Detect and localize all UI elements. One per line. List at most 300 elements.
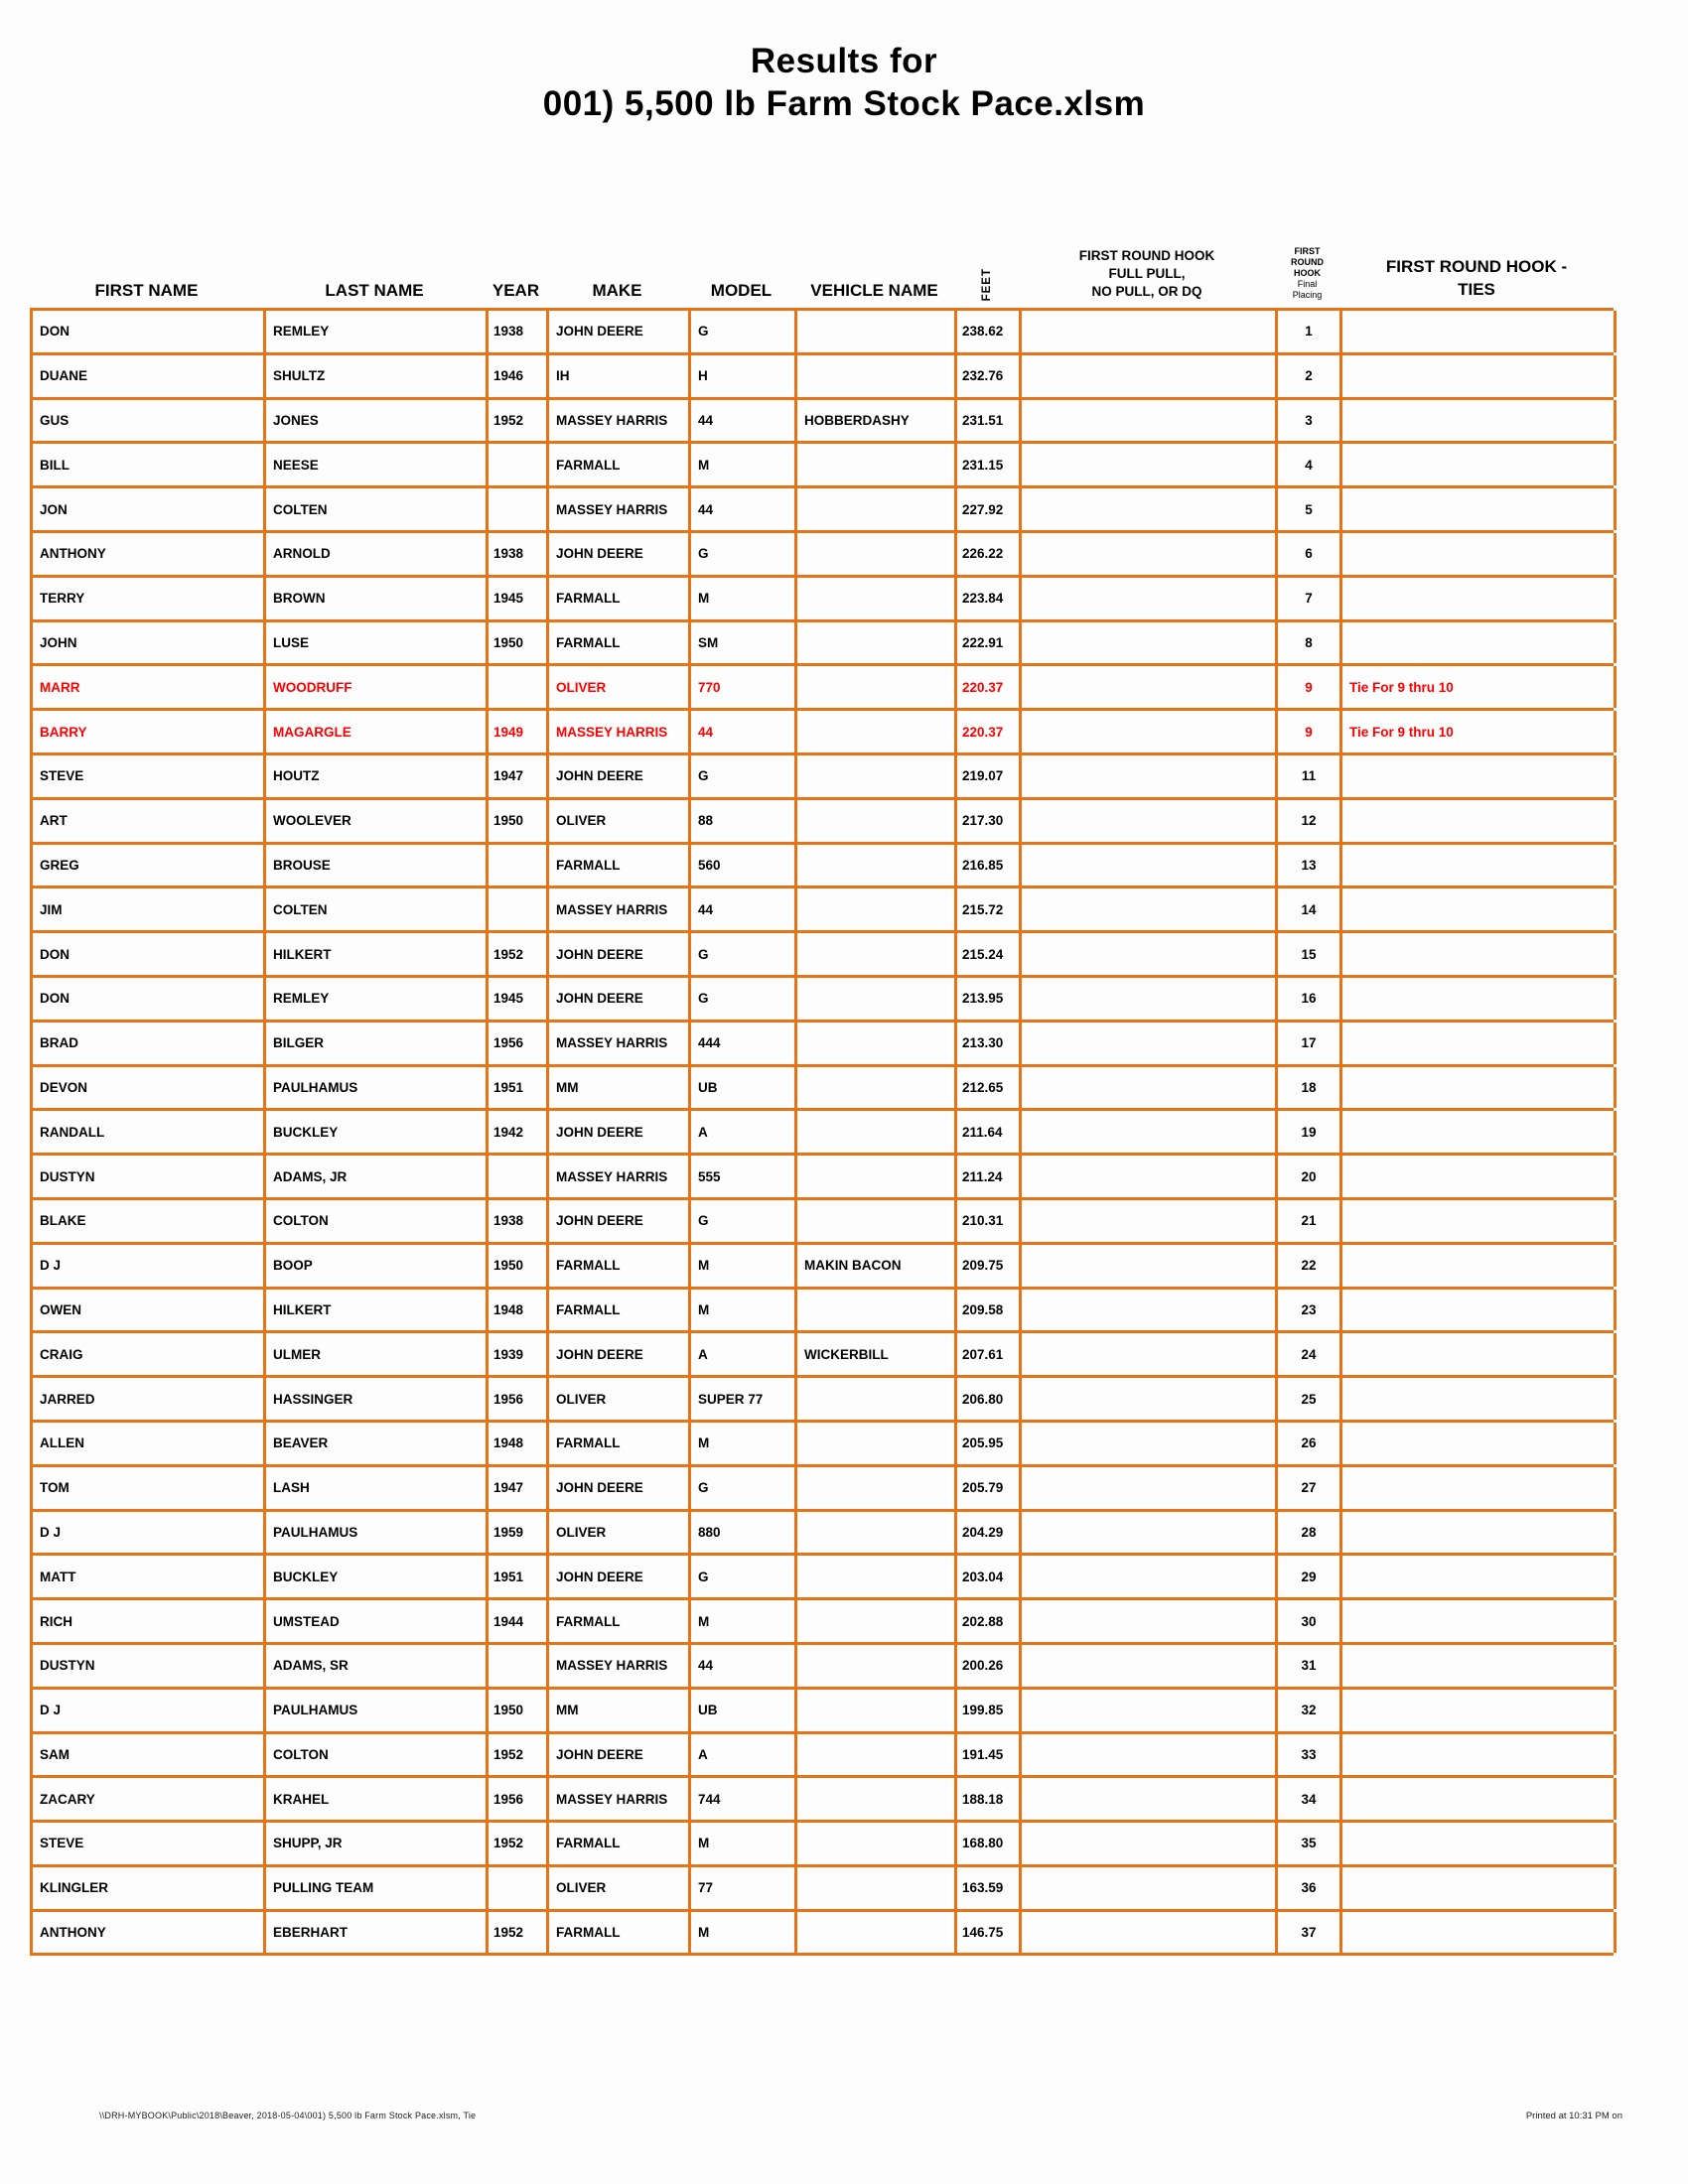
results-table bbox=[30, 220, 1614, 1956]
cell-make: MASSEY HARRIS bbox=[549, 400, 691, 442]
cell-model: UB bbox=[691, 1067, 797, 1109]
cell-make: FARMALL bbox=[549, 578, 691, 619]
table-row bbox=[33, 933, 1614, 978]
cell-model: G bbox=[691, 1467, 797, 1509]
cell-vehicle-name bbox=[797, 1867, 957, 1909]
cell-model: M bbox=[691, 444, 797, 485]
cell-year: 1952 bbox=[489, 400, 549, 442]
cell-year: 1950 bbox=[489, 622, 549, 664]
cell-tie-note bbox=[1342, 1423, 1617, 1464]
cell-make: IH bbox=[549, 355, 691, 397]
table-row bbox=[33, 1423, 1614, 1467]
cell-feet: 223.84 bbox=[957, 578, 1022, 619]
cell-make: FARMALL bbox=[549, 1290, 691, 1331]
cell-year bbox=[489, 1867, 549, 1909]
cell-first-name: BILL bbox=[33, 444, 266, 485]
cell-vehicle-name bbox=[797, 711, 957, 752]
cell-last-name: WOODRUFF bbox=[266, 666, 489, 708]
cell-model: M bbox=[691, 1912, 797, 1954]
cell-model: A bbox=[691, 1734, 797, 1776]
cell-last-name: BOOP bbox=[266, 1245, 489, 1287]
cell-tie-note bbox=[1342, 1200, 1617, 1242]
cell-make: MM bbox=[549, 1067, 691, 1109]
cell-model: M bbox=[691, 1245, 797, 1287]
cell-tie-note bbox=[1342, 800, 1617, 842]
cell-first-round-hook-result bbox=[1022, 355, 1278, 397]
cell-first-round-hook-result bbox=[1022, 800, 1278, 842]
cell-vehicle-name bbox=[797, 666, 957, 708]
table-row bbox=[33, 533, 1614, 578]
cell-make: JOHN DEERE bbox=[549, 1200, 691, 1242]
cell-last-name: HILKERT bbox=[266, 1290, 489, 1331]
cell-vehicle-name bbox=[797, 311, 957, 352]
table-row bbox=[33, 1778, 1614, 1823]
cell-first-name: ANTHONY bbox=[33, 533, 266, 575]
cell-first-round-hook-result bbox=[1022, 1600, 1278, 1642]
cell-final-placing: 5 bbox=[1278, 488, 1342, 530]
feet-rotated-label: FEET bbox=[980, 267, 993, 301]
cell-vehicle-name bbox=[797, 1512, 957, 1554]
cell-vehicle-name bbox=[797, 755, 957, 797]
cell-make: MASSEY HARRIS bbox=[549, 1778, 691, 1820]
cell-vehicle-name bbox=[797, 1378, 957, 1420]
cell-model: G bbox=[691, 933, 797, 975]
cell-year bbox=[489, 1156, 549, 1197]
cell-first-round-hook-result bbox=[1022, 1512, 1278, 1554]
cell-final-placing: 2 bbox=[1278, 355, 1342, 397]
table-row bbox=[33, 1823, 1614, 1867]
header-first-round-hook-result: FIRST ROUND HOOK FULL PULL, NO PULL, OR DQ bbox=[1078, 248, 1215, 299]
cell-feet: 216.85 bbox=[957, 845, 1022, 887]
cell-model: SUPER 77 bbox=[691, 1378, 797, 1420]
cell-feet: 213.30 bbox=[957, 1023, 1022, 1064]
cell-last-name: COLTON bbox=[266, 1734, 489, 1776]
cell-year: 1950 bbox=[489, 1245, 549, 1287]
cell-feet: 207.61 bbox=[957, 1333, 1022, 1375]
table-row bbox=[33, 1200, 1614, 1245]
cell-make: MASSEY HARRIS bbox=[549, 488, 691, 530]
cell-feet: 212.65 bbox=[957, 1067, 1022, 1109]
cell-final-placing: 27 bbox=[1278, 1467, 1342, 1509]
cell-make: JOHN DEERE bbox=[549, 1556, 691, 1597]
table-row bbox=[33, 1378, 1614, 1423]
cell-first-name: ANTHONY bbox=[33, 1912, 266, 1954]
cell-year bbox=[489, 666, 549, 708]
cell-model: A bbox=[691, 1111, 797, 1153]
table-row bbox=[33, 1556, 1614, 1600]
cell-feet: 146.75 bbox=[957, 1912, 1022, 1954]
cell-year: 1938 bbox=[489, 533, 549, 575]
cell-first-name: JOHN bbox=[33, 622, 266, 664]
cell-final-placing: 34 bbox=[1278, 1778, 1342, 1820]
cell-vehicle-name bbox=[797, 1156, 957, 1197]
cell-model: 770 bbox=[691, 666, 797, 708]
cell-final-placing: 16 bbox=[1278, 978, 1342, 1020]
cell-year: 1947 bbox=[489, 755, 549, 797]
cell-feet: 222.91 bbox=[957, 622, 1022, 664]
cell-tie-note bbox=[1342, 578, 1617, 619]
cell-feet: 238.62 bbox=[957, 311, 1022, 352]
cell-first-name: STEVE bbox=[33, 1823, 266, 1864]
cell-year: 1938 bbox=[489, 311, 549, 352]
cell-feet: 210.31 bbox=[957, 1200, 1022, 1242]
cell-year: 1945 bbox=[489, 978, 549, 1020]
cell-model: 44 bbox=[691, 711, 797, 752]
cell-last-name: ULMER bbox=[266, 1333, 489, 1375]
cell-model: 44 bbox=[691, 1645, 797, 1687]
cell-year: 1950 bbox=[489, 1690, 549, 1731]
cell-final-placing: 14 bbox=[1278, 888, 1342, 930]
cell-model: H bbox=[691, 355, 797, 397]
cell-final-placing: 7 bbox=[1278, 578, 1342, 619]
cell-feet: 200.26 bbox=[957, 1645, 1022, 1687]
cell-first-name: D J bbox=[33, 1512, 266, 1554]
cell-year: 1949 bbox=[489, 711, 549, 752]
cell-vehicle-name bbox=[797, 1423, 957, 1464]
cell-vehicle-name bbox=[797, 1111, 957, 1153]
cell-first-round-hook-result bbox=[1022, 1156, 1278, 1197]
cell-feet: 199.85 bbox=[957, 1690, 1022, 1731]
cell-first-round-hook-result bbox=[1022, 1690, 1278, 1731]
cell-tie-note bbox=[1342, 1378, 1617, 1420]
cell-model: 560 bbox=[691, 845, 797, 887]
cell-vehicle-name bbox=[797, 1467, 957, 1509]
table-row bbox=[33, 1867, 1614, 1912]
cell-first-round-hook-result bbox=[1022, 711, 1278, 752]
cell-year: 1952 bbox=[489, 933, 549, 975]
cell-tie-note bbox=[1342, 755, 1617, 797]
cell-first-round-hook-result bbox=[1022, 666, 1278, 708]
cell-make: FARMALL bbox=[549, 1823, 691, 1864]
cell-tie-note bbox=[1342, 533, 1617, 575]
cell-first-name: KLINGLER bbox=[33, 1867, 266, 1909]
cell-feet: 209.58 bbox=[957, 1290, 1022, 1331]
table-row bbox=[33, 845, 1614, 889]
cell-final-placing: 1 bbox=[1278, 311, 1342, 352]
cell-last-name: BUCKLEY bbox=[266, 1556, 489, 1597]
cell-tie-note bbox=[1342, 1512, 1617, 1554]
page-title bbox=[0, 40, 1688, 125]
cell-vehicle-name bbox=[797, 1200, 957, 1242]
cell-vehicle-name: HOBBERDASHY bbox=[797, 400, 957, 442]
cell-model: UB bbox=[691, 1690, 797, 1731]
cell-tie-note bbox=[1342, 355, 1617, 397]
cell-model: 744 bbox=[691, 1778, 797, 1820]
cell-make: FARMALL bbox=[549, 622, 691, 664]
cell-make: FARMALL bbox=[549, 1245, 691, 1287]
header-year: YEAR bbox=[492, 281, 540, 300]
cell-tie-note bbox=[1342, 1778, 1617, 1820]
cell-vehicle-name bbox=[797, 1556, 957, 1597]
cell-vehicle-name bbox=[797, 444, 957, 485]
cell-make: FARMALL bbox=[549, 1912, 691, 1954]
cell-final-placing: 18 bbox=[1278, 1067, 1342, 1109]
cell-first-round-hook-result bbox=[1022, 1423, 1278, 1464]
cell-first-name: ALLEN bbox=[33, 1423, 266, 1464]
cell-vehicle-name: MAKIN BACON bbox=[797, 1245, 957, 1287]
footer-print-time: Printed at 10:31 PM on bbox=[1525, 2111, 1622, 2121]
table-header-row bbox=[30, 220, 1614, 308]
cell-first-name: ZACARY bbox=[33, 1778, 266, 1820]
cell-first-name: BLAKE bbox=[33, 1200, 266, 1242]
cell-make: JOHN DEERE bbox=[549, 1333, 691, 1375]
cell-final-placing: 13 bbox=[1278, 845, 1342, 887]
header-final-placing: FIRST ROUND HOOK Final Placing bbox=[1291, 246, 1324, 300]
table-body bbox=[30, 308, 1614, 1956]
cell-model: A bbox=[691, 1333, 797, 1375]
cell-vehicle-name bbox=[797, 1290, 957, 1331]
cell-model: M bbox=[691, 578, 797, 619]
cell-vehicle-name bbox=[797, 888, 957, 930]
cell-final-placing: 8 bbox=[1278, 622, 1342, 664]
table-row bbox=[33, 1600, 1614, 1645]
cell-make: JOHN DEERE bbox=[549, 533, 691, 575]
cell-first-round-hook-result bbox=[1022, 845, 1278, 887]
cell-tie-note bbox=[1342, 622, 1617, 664]
table-row bbox=[33, 1067, 1614, 1112]
cell-tie-note bbox=[1342, 1067, 1617, 1109]
cell-year: 1959 bbox=[489, 1512, 549, 1554]
cell-year bbox=[489, 845, 549, 887]
cell-first-name: JARRED bbox=[33, 1378, 266, 1420]
cell-first-round-hook-result bbox=[1022, 1734, 1278, 1776]
cell-first-round-hook-result bbox=[1022, 1245, 1278, 1287]
cell-make: FARMALL bbox=[549, 1600, 691, 1642]
header-feet bbox=[954, 268, 1019, 308]
cell-last-name: COLTEN bbox=[266, 488, 489, 530]
cell-make: JOHN DEERE bbox=[549, 755, 691, 797]
cell-tie-note bbox=[1342, 1823, 1617, 1864]
cell-final-placing: 9 bbox=[1278, 666, 1342, 708]
cell-first-name: D J bbox=[33, 1690, 266, 1731]
cell-vehicle-name bbox=[797, 1690, 957, 1731]
cell-feet: 217.30 bbox=[957, 800, 1022, 842]
cell-feet: 211.24 bbox=[957, 1156, 1022, 1197]
table-row bbox=[33, 755, 1614, 800]
cell-model: M bbox=[691, 1823, 797, 1864]
header-model: MODEL bbox=[710, 281, 773, 300]
cell-final-placing: 17 bbox=[1278, 1023, 1342, 1064]
table-row bbox=[33, 800, 1614, 845]
cell-final-placing: 31 bbox=[1278, 1645, 1342, 1687]
cell-make: MASSEY HARRIS bbox=[549, 711, 691, 752]
cell-tie-note: Tie For 9 thru 10 bbox=[1342, 711, 1617, 752]
cell-feet: 232.76 bbox=[957, 355, 1022, 397]
cell-final-placing: 3 bbox=[1278, 400, 1342, 442]
cell-first-round-hook-result bbox=[1022, 622, 1278, 664]
cell-final-placing: 33 bbox=[1278, 1734, 1342, 1776]
cell-model: G bbox=[691, 755, 797, 797]
cell-final-placing: 23 bbox=[1278, 1290, 1342, 1331]
cell-first-round-hook-result bbox=[1022, 755, 1278, 797]
cell-year bbox=[489, 888, 549, 930]
cell-first-name: JON bbox=[33, 488, 266, 530]
cell-first-round-hook-result bbox=[1022, 1645, 1278, 1687]
cell-last-name: HOUTZ bbox=[266, 755, 489, 797]
footer-file-path: \\DRH-MYBOOK\Public\2018\Beaver, 2018-05-04\001) 5,500 lb Farm Stock Pace.xlsm, Tie bbox=[99, 2111, 477, 2120]
cell-year: 1948 bbox=[489, 1290, 549, 1331]
cell-make: JOHN DEERE bbox=[549, 1111, 691, 1153]
cell-final-placing: 29 bbox=[1278, 1556, 1342, 1597]
cell-final-placing: 22 bbox=[1278, 1245, 1342, 1287]
cell-year: 1956 bbox=[489, 1023, 549, 1064]
cell-make: MASSEY HARRIS bbox=[549, 1156, 691, 1197]
cell-feet: 219.07 bbox=[957, 755, 1022, 797]
cell-first-name: GUS bbox=[33, 400, 266, 442]
cell-tie-note bbox=[1342, 1912, 1617, 1954]
title-line-filename: 001) 5,500 lb Farm Stock Pace.xlsm bbox=[542, 84, 1146, 123]
cell-feet: 205.95 bbox=[957, 1423, 1022, 1464]
cell-feet: 215.72 bbox=[957, 888, 1022, 930]
cell-first-round-hook-result bbox=[1022, 1378, 1278, 1420]
cell-first-name: MARR bbox=[33, 666, 266, 708]
cell-last-name: PAULHAMUS bbox=[266, 1690, 489, 1731]
cell-tie-note bbox=[1342, 444, 1617, 485]
cell-model: 44 bbox=[691, 400, 797, 442]
cell-final-placing: 12 bbox=[1278, 800, 1342, 842]
cell-final-placing: 30 bbox=[1278, 1600, 1342, 1642]
cell-year: 1945 bbox=[489, 578, 549, 619]
cell-first-round-hook-result bbox=[1022, 933, 1278, 975]
cell-first-round-hook-result bbox=[1022, 1867, 1278, 1909]
cell-last-name: PULLING TEAM bbox=[266, 1867, 489, 1909]
cell-tie-note bbox=[1342, 1290, 1617, 1331]
cell-first-name: CRAIG bbox=[33, 1333, 266, 1375]
cell-feet: 191.45 bbox=[957, 1734, 1022, 1776]
cell-first-round-hook-result bbox=[1022, 1467, 1278, 1509]
cell-last-name: NEESE bbox=[266, 444, 489, 485]
table-row bbox=[33, 1734, 1614, 1779]
cell-vehicle-name bbox=[797, 1912, 957, 1954]
cell-last-name: COLTON bbox=[266, 1200, 489, 1242]
cell-feet: 204.29 bbox=[957, 1512, 1022, 1554]
cell-make: OLIVER bbox=[549, 1378, 691, 1420]
cell-make: MASSEY HARRIS bbox=[549, 1645, 691, 1687]
cell-last-name: BILGER bbox=[266, 1023, 489, 1064]
cell-first-round-hook-result bbox=[1022, 1200, 1278, 1242]
cell-model: SM bbox=[691, 622, 797, 664]
cell-first-round-hook-result bbox=[1022, 1290, 1278, 1331]
cell-first-name: RANDALL bbox=[33, 1111, 266, 1153]
cell-last-name: KRAHEL bbox=[266, 1778, 489, 1820]
cell-first-name: BRAD bbox=[33, 1023, 266, 1064]
cell-model: M bbox=[691, 1423, 797, 1464]
cell-feet: 205.79 bbox=[957, 1467, 1022, 1509]
cell-vehicle-name: WICKERBILL bbox=[797, 1333, 957, 1375]
table-row bbox=[33, 1290, 1614, 1334]
cell-first-name: TOM bbox=[33, 1467, 266, 1509]
cell-model: M bbox=[691, 1600, 797, 1642]
cell-first-round-hook-result bbox=[1022, 1333, 1278, 1375]
cell-first-name: DUANE bbox=[33, 355, 266, 397]
cell-vehicle-name bbox=[797, 578, 957, 619]
cell-last-name: LASH bbox=[266, 1467, 489, 1509]
header-first-name: FIRST NAME bbox=[94, 281, 199, 300]
cell-vehicle-name bbox=[797, 800, 957, 842]
cell-make: OLIVER bbox=[549, 1512, 691, 1554]
cell-make: FARMALL bbox=[549, 444, 691, 485]
cell-last-name: BUCKLEY bbox=[266, 1111, 489, 1153]
cell-tie-note bbox=[1342, 1645, 1617, 1687]
cell-vehicle-name bbox=[797, 1067, 957, 1109]
cell-model: G bbox=[691, 533, 797, 575]
cell-year: 1951 bbox=[489, 1067, 549, 1109]
cell-tie-note bbox=[1342, 888, 1617, 930]
cell-vehicle-name bbox=[797, 1734, 957, 1776]
cell-feet: 168.80 bbox=[957, 1823, 1022, 1864]
cell-year: 1956 bbox=[489, 1778, 549, 1820]
cell-last-name: PAULHAMUS bbox=[266, 1067, 489, 1109]
table-row bbox=[33, 1333, 1614, 1378]
cell-make: OLIVER bbox=[549, 666, 691, 708]
table-row bbox=[33, 1245, 1614, 1290]
cell-last-name: BEAVER bbox=[266, 1423, 489, 1464]
cell-last-name: COLTEN bbox=[266, 888, 489, 930]
cell-first-name: D J bbox=[33, 1245, 266, 1287]
cell-first-round-hook-result bbox=[1022, 488, 1278, 530]
cell-year: 1948 bbox=[489, 1423, 549, 1464]
cell-feet: 163.59 bbox=[957, 1867, 1022, 1909]
cell-final-placing: 4 bbox=[1278, 444, 1342, 485]
table-row bbox=[33, 578, 1614, 622]
cell-final-placing: 36 bbox=[1278, 1867, 1342, 1909]
cell-model: 44 bbox=[691, 888, 797, 930]
cell-first-name: TERRY bbox=[33, 578, 266, 619]
cell-model: 77 bbox=[691, 1867, 797, 1909]
cell-feet: 215.24 bbox=[957, 933, 1022, 975]
cell-first-round-hook-result bbox=[1022, 400, 1278, 442]
cell-feet: 220.37 bbox=[957, 711, 1022, 752]
table-row bbox=[33, 311, 1614, 355]
cell-first-name: ART bbox=[33, 800, 266, 842]
table-row bbox=[33, 488, 1614, 533]
cell-first-name: OWEN bbox=[33, 1290, 266, 1331]
cell-make: OLIVER bbox=[549, 1867, 691, 1909]
cell-first-name: MATT bbox=[33, 1556, 266, 1597]
cell-final-placing: 6 bbox=[1278, 533, 1342, 575]
cell-model: G bbox=[691, 1200, 797, 1242]
cell-first-name: RICH bbox=[33, 1600, 266, 1642]
cell-final-placing: 28 bbox=[1278, 1512, 1342, 1554]
table-row bbox=[33, 1111, 1614, 1156]
cell-first-round-hook-result bbox=[1022, 1023, 1278, 1064]
cell-tie-note bbox=[1342, 1245, 1617, 1287]
cell-tie-note bbox=[1342, 1156, 1617, 1197]
cell-feet: 206.80 bbox=[957, 1378, 1022, 1420]
cell-last-name: PAULHAMUS bbox=[266, 1512, 489, 1554]
table-row bbox=[33, 444, 1614, 488]
table-row bbox=[33, 1512, 1614, 1557]
cell-tie-note bbox=[1342, 1600, 1617, 1642]
cell-tie-note bbox=[1342, 311, 1617, 352]
table-row bbox=[33, 355, 1614, 400]
cell-vehicle-name bbox=[797, 933, 957, 975]
cell-first-round-hook-result bbox=[1022, 1778, 1278, 1820]
cell-vehicle-name bbox=[797, 1823, 957, 1864]
cell-vehicle-name bbox=[797, 533, 957, 575]
cell-first-name: DON bbox=[33, 933, 266, 975]
cell-final-placing: 20 bbox=[1278, 1156, 1342, 1197]
cell-last-name: REMLEY bbox=[266, 978, 489, 1020]
cell-year bbox=[489, 488, 549, 530]
cell-last-name: ARNOLD bbox=[266, 533, 489, 575]
header-vehicle-name: VEHICLE NAME bbox=[810, 281, 938, 300]
cell-year: 1942 bbox=[489, 1111, 549, 1153]
cell-last-name: REMLEY bbox=[266, 311, 489, 352]
table-row bbox=[33, 622, 1614, 667]
cell-first-name: DEVON bbox=[33, 1067, 266, 1109]
cell-model: 44 bbox=[691, 488, 797, 530]
